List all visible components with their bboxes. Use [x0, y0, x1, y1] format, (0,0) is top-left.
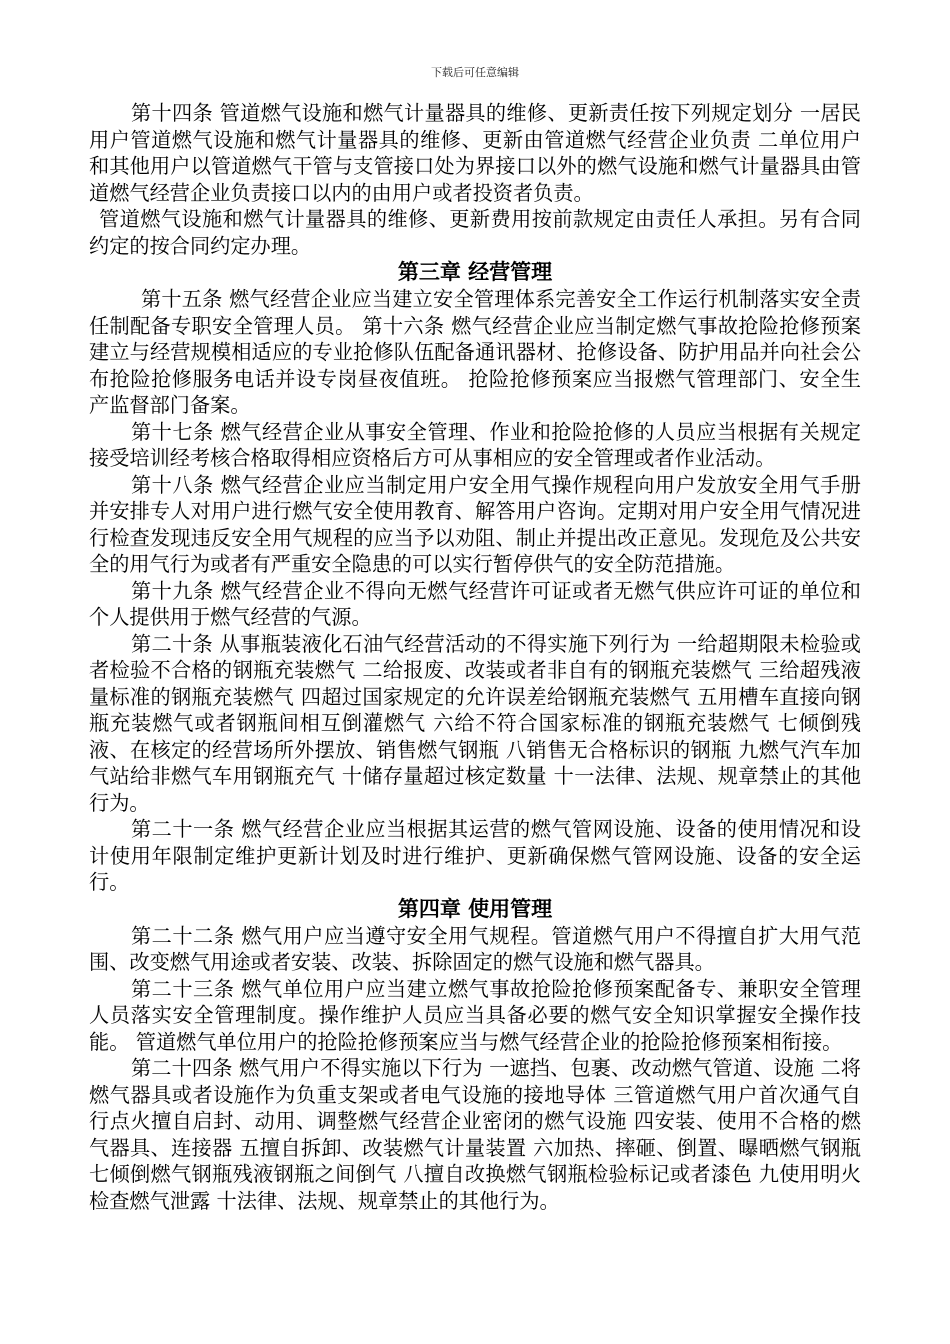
article-22-paragraph: 第二十二条 燃气用户应当遵守安全用气规程。管道燃气用户不得擅自扩大用气范围、改变燃气用途或者安装、改装、拆除固定的燃气设施和燃气器具。: [89, 923, 861, 974]
article-17-paragraph: 第十七条 燃气经营企业从事安全管理、作业和抢险抢修的人员应当根据有关规定接受培训经考核合格取得相应资格后方可从事相应的安全管理或者作业活动。: [89, 419, 861, 470]
article-14-paragraph: 第十四条 管道燃气设施和燃气计量器具的维修、更新责任按下列规定划分 一居民用户管道燃气设施和燃气计量器具的维修、更新由管道燃气经营企业负责 二单位用户和其他用户以管道燃气干管与支管接口处为界接口以外的燃气设施和燃气计量器具由管道燃气经营企业负责接口以内的由用户或者投资者负责。: [89, 101, 861, 205]
page-header-note: 下载后可任意编辑: [431, 66, 519, 79]
article-14-cost-paragraph: 管道燃气设施和燃气计量器具的维修、更新费用按前款规定由责任人承担。另有合同约定的按合同约定办理。: [89, 207, 861, 258]
article-19-paragraph: 第十九条 燃气经营企业不得向无燃气经营许可证或者无燃气供应许可证的单位和个人提供用于燃气经营的气源。: [89, 578, 861, 629]
article-23-paragraph: 第二十三条 燃气单位用户应当建立燃气事故抢险抢修预案配备专、兼职安全管理人员落实安全管理制度。操作维护人员应当具备必要的燃气安全知识掌握安全操作技能。 管道燃气单位用户的抢险抢修预案应当与燃气经营企业的抢险抢修预案相衔接。: [89, 976, 861, 1054]
article-20-paragraph: 第二十条 从事瓶装液化石油气经营活动的不得实施下列行为 一给超期限未检验或者检验不合格的钢瓶充装燃气 二给报废、改装或者非自有的钢瓶充装燃气 三给超残液量标准的钢瓶充装燃气 四超过国家规定的允许误差给钢瓶充装燃气 五用槽车直接向钢瓶充装燃气或者钢瓶间相互倒灌燃气 六给不符合国家标准的钢瓶充装燃气 七倾倒残液、在核定的经营场所外摆放、销售燃气钢瓶 八销售无合格标识的钢瓶 九燃气汽车加气站给非燃气车用钢瓶充气 十储存量超过核定数量 十一法律、法规、规章禁止的其他行为。: [89, 631, 861, 815]
article-18-paragraph: 第十八条 燃气经营企业应当制定用户安全用气操作规程向用户发放安全用气手册并安排专人对用户进行燃气安全使用教育、解答用户咨询。定期对用户安全用气情况进行检查发现违反安全用气规程的应当予以劝阻、制止并提出改正意见。发现危及公共安全的用气行为或者有严重安全隐患的可以实行暂停供气的安全防范措施。: [89, 472, 861, 576]
chapter-4-heading: 第四章 使用管理: [397, 896, 553, 921]
chapter-3-heading: 第三章 经营管理: [397, 260, 553, 284]
document-body: [89, 100, 861, 1214]
article-15-16-paragraph: 第十五条 燃气经营企业应当建立安全管理体系完善安全工作运行机制落实安全责任制配备专职安全管理人员。 第十六条 燃气经营企业应当制定燃气事故抢险抢修预案建立与经营规模相适应的专业抢修队伍配备通讯器材、抢修设备、防护用品并向社会公布抢险抢修服务电话并设专岗昼夜值班。 抢险抢修预案应当报燃气管理部门、安全生产监督部门备案。: [89, 287, 861, 417]
article-24-paragraph: 第二十四条 燃气用户不得实施以下行为 一遮挡、包裹、改动燃气管道、设施 二将燃气器具或者设施作为负重支架或者电气设施的接地导体 三管道燃气用户首次通气自行点火擅自启封、动用、调整燃气经营企业密闭的燃气设施 四安装、使用不合格的燃气器具、连接器 五擅自拆卸、改装燃气计量装置 六加热、摔砸、倒置、曝晒燃气钢瓶 七倾倒燃气钢瓶残液钢瓶之间倒气 八擅自改换燃气钢瓶检验标记或者漆色 九使用明火检查燃气泄露 十法律、法规、规章禁止的其他行为。: [89, 1056, 861, 1213]
article-21-paragraph: 第二十一条 燃气经营企业应当根据其运营的燃气管网设施、设备的使用情况和设计使用年限制定维护更新计划及时进行维护、更新确保燃气管网设施、设备的安全运行。: [89, 817, 861, 894]
